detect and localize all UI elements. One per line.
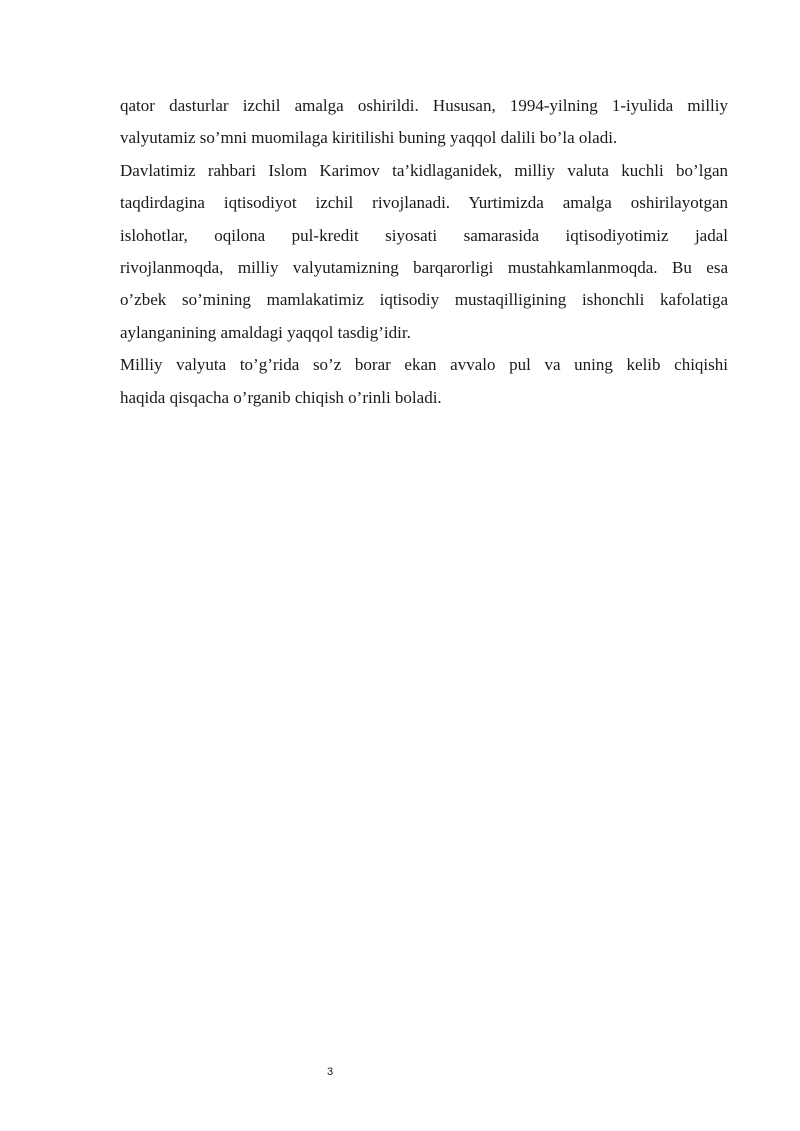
paragraph-line: Davlatimiz rahbari Islom Karimov ta’kidlaganidek, milliy valuta kuchli bo’lgan [120,160,728,180]
paragraph-3 [120,349,728,414]
paragraph-line: rivojlanmoqda, milliy valyutamizning barqarorligi mustahkamlanmoqda. Bu esa [120,258,728,278]
paragraph-2 [120,155,728,349]
paragraph-1 [120,90,728,155]
paragraph-line: qator dasturlar izchil amalga oshirildi. Hususan, 1994-yilning 1-iyulida milliy [120,96,728,115]
document-body [120,90,728,414]
paragraph-line: o’zbek so’mining mamlakatimiz iqtisodiy mustaqilligining ishonchli kafolatiga [120,290,728,310]
paragraph-line: valyutamiz so’mni muomilaga kiritilishi buning yaqqol dalili bo’la oladi. [120,128,618,148]
paragraph-line: taqdirdagina iqtisodiyot izchil rivojlanadi. Yurtimizda amalga oshirilayotgan [120,193,728,213]
paragraph-line: Milliy valyuta to’g’rida so’z borar ekan avvalo pul va uning kelib chiqishi [120,355,728,375]
paragraph-line: haqida qisqacha o’rganib chiqish o’rinli boladi. [120,387,442,407]
page-number: 3 [326,1066,334,1078]
paragraph-line: aylanganining amaldagi yaqqol tasdig’idir. [120,322,411,342]
paragraph-line: islohotlar, oqilona pul-kredit siyosati samarasida iqtisodiyotimiz jadal [120,225,728,245]
